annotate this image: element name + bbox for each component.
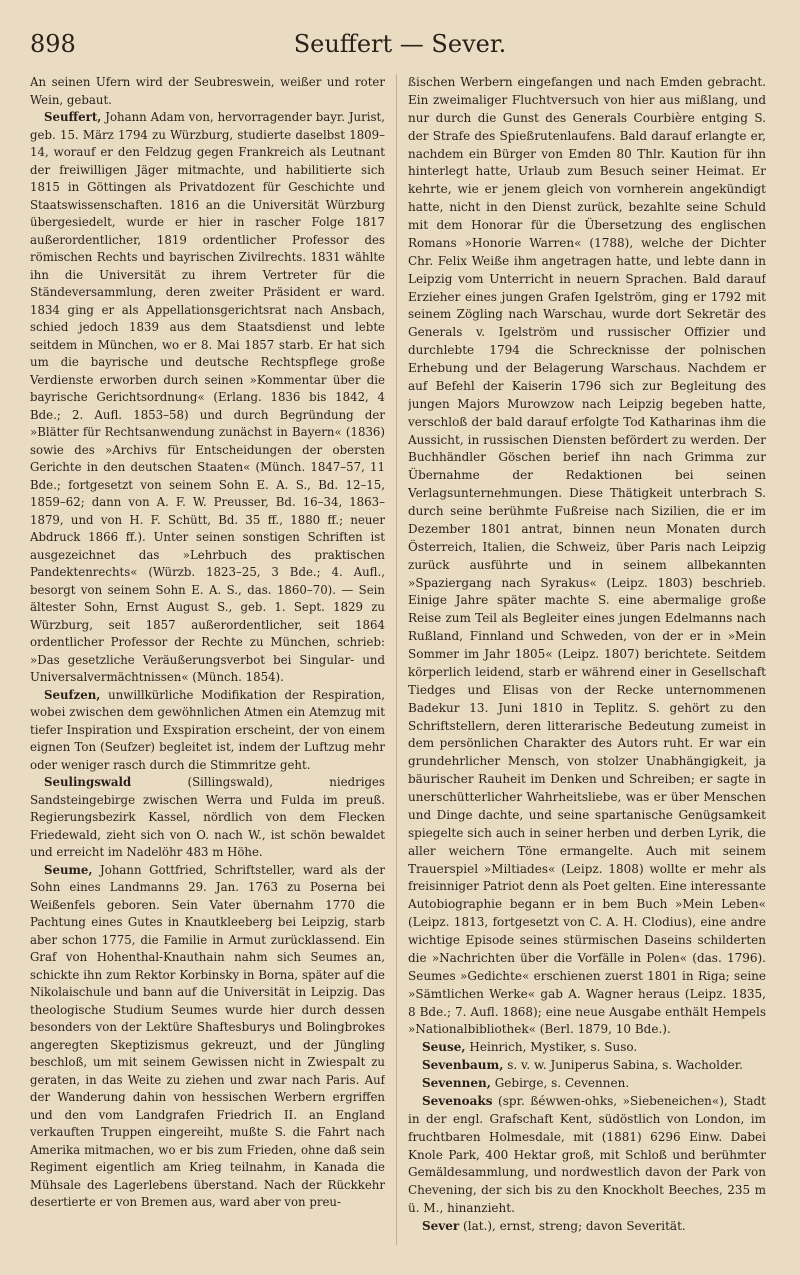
entry-text: (spr. ßéwwen-ohks, »Siebeneichen«), Stadt in der engl. Grafschaft Kent, südöstlich von London, im fruchtbaren Holmesdale, mit (1881) 6296 Einw. Dabei Knole Park, 400 Hektar groß, mit Schloß und berühmter Gemäldesammlung, und nordwestlich davon der Park von Chevening, der sich bis zu den Knockholt Beeches, 235 m ü. M., hinanzieht. [408,1093,766,1216]
entry-keyword: Seuse, [422,1040,466,1055]
entry-keyword: Seume, [44,862,93,877]
right-column [408,74,766,1255]
column-divider [396,74,397,1245]
entry-text: (lat.), ernst, streng; davon Severität. [459,1219,686,1233]
entry-sevenbaum [408,1057,766,1075]
entry-keyword: Sever [422,1219,460,1233]
entry-keyword: Seufzen, [44,687,101,702]
entry-text: (Sillingswald), niedriges Sandsteingebirge zwischen Werra und Fulda im preuß. Regierungsbezirk Kassel, nördlich von dem Flecken Friedewald, zieht sich von O. nach W., ist schön bewaldet und erreicht im Nadelöhr 483 m Höhe. [30,775,385,859]
entry-seume-continuation [408,74,766,1039]
entry-seume [30,862,385,1212]
entry-text: Heinrich, Mystiker, s. Suso. [465,1040,638,1055]
entry-seuffert [30,109,385,687]
entry-text: Johann Adam von, hervorragender bayr. Jurist, geb. 15. März 1794 zu Würzburg, studierte daselbst 1809–14, worauf er den Feldzug gegen Frankreich als Leutnant der freiwilligen Jäger mitmachte, und habilitierte sich 1815 in Göttingen als Privatdozent für Geschichte und Staatswissenschaften. 1816 an die Universität Würzburg übergesiedelt, wurde er hier in rascher Folge 1817 außerordentlicher, 1819 ordentlicher Professor des römischen Rechts und bayrischen Zivilrechts. 1831 wählte ihn die Universität zu ihrem Vertreter für die Ständeversammlung, deren zweiter Präsident er ward. 1834 ging er als Appellationsgerichtsrat nach Ansbach, schied jedoch 1839 aus dem Staatsdienst und lebte seitdem in München, wo er 8. Mai 1857 starb. Er hat sich um die bayrische und deutsche Rechtspflege große Verdienste erworben durch seinen »Kommentar über die bayrische Gerichtsordnung« (Erlang. 1836 bis 1842, 4 Bde.; 2. Aufl. 1853–58) und durch Begründung der »Blätter für Rechtsanwendung zunächst in Bayern« (1836) sowie des »Archivs für Entscheidungen der obersten Gerichte in den deutschen Staaten« (Münch. 1847–57, 11 Bde.; fortgesetzt von seinem Sohn E. A. S., Bd. 12–15, 1859–62; dann von A. F. W. Preusser, Bd. 16–34, 1863–1879, und von H. F. Schütt, Bd. 35 ff., 1880 ff.; neuer Abdruck 1866 ff.). Unter seinen sonstigen Schriften ist ausgezeichnet das »Lehrbuch des praktischen Pandektenrechts« (Würzb. 1823–25, 3 Bde.; 4. Aufl., besorgt von seinem Sohn E. A. S., das. 1860–70). — Sein ältester Sohn, Ernst August S., geb. 1. Sept. 1829 zu Würzburg, seit 1857 außerordentlicher, seit 1864 ordentlicher Professor der Rechte zu München, schrieb: »Das gesetzliche Veräußerungsverbot bei Singular- und Universalvermächtnissen« (Münch. 1854). [30,110,385,684]
entry-seufzen [30,687,385,775]
entry-keyword: Sevenbaum, [422,1058,504,1073]
entry-keyword: Sevenoaks [422,1093,493,1108]
entry-sevenoaks [408,1093,766,1218]
entry-seuse [408,1039,766,1057]
page-number: 898 [30,30,76,58]
entry-text: Gebirge, s. Cevennen. [490,1076,630,1090]
page-header [30,30,770,66]
entry-keyword: Seuffert, [44,110,102,124]
entry-text: ßischen Werbern eingefangen und nach Emden gebracht. Ein zweimaliger Fluchtversuch von hier aus mißlang, und nur durch die Gunst des Generals Courbière entging S. der Strafe des Spießrutenlaufens. Bald darauf erlangte er, nachdem ein Bürger von Emden 80 Thlr. Kaution für ihn hinterlegt hatte, Urlaub zum Besuch seiner Heimat. Er kehrte, wie er jenem gleich von vornherein angekündigt hatte, nicht in den Dienst zurück, bezahlte seine Schuld mit dem Honorar für die Übersetzung des englischen Romans »Honorie Warren« (1788), welche der Dichter Chr. Felix Weiße ihm angetragen hatte, und lebte dann in Leipzig vom Unterricht in neuern Sprachen. Bald darauf Erzieher eines jungen Grafen Igelström, ging er 1792 mit seinem Zögling nach Warschau, wurde dort Sekretär des Generals v. Igelström und russischer Offizier und durchlebte 1794 die Schrecknisse der polnischen Erhebung und der Belagerung Warschaus. Nachdem er auf Befehl der Kaiserin 1796 sich zur Begleitung des jungen Majors Murowzow nach Leipzig begeben hatte, verschloß der bald darauf erfolgte Tod Katharinas ihm die Aussicht, in russischen Diensten befördert zu werden. Der Buchhändler Göschen berief ihn nach Grimma zur Übernahme der Redaktionen bei seinen Verlagsunternehmungen. Diese Thätigkeit unterbrach S. durch seine berühmte Fußreise nach Sizilien, die er im Dezember 1801 antrat, binnen neun Monaten durch Österreich, Italien, die Schweiz, über Paris nach Leipzig zurück ausführte und in seinem allbekannten »Spaziergang nach Syrakus« (Leipz. 1803) beschrieb. Einige Jahre später machte S. eine abermalige große Reise zum Teil als Begleiter eines jungen Edelmanns nach Rußland, Finnland und Schweden, von der er in »Mein Sommer im Jahr 1805« (Leipz. 1807) berichtete. Seitdem körperlich leidend, starb er während einer in Gesellschaft Tiedges und Elisas von der Recke unternommenen Badekur 13. Juni 1810 in Teplitz. S. gehört zu den Schriftstellern, deren litterarische Bedeutung zumeist in dem persönlichen Charakter des Autors ruht. Er war ein grundehrlicher Mensch, von stolzer Unabhängigkeit, ja bäurischer Rauheit im Denken und Schreiben; er sagte in unerschütterlicher Wahrheitsliebe, was er über Menschen und Dinge dachte, und seine spartanische Genügsamkeit spiegelte sich auch in seiner herben und derben Lyrik, die aller weichern Töne ermangelte. Auch mit seinem Trauerspiel »Miltiades« (Leipz. 1808) wollte er mehr als freisinniger Patriot denn als Poet gelten. Eine interessante Autobiographie begann er in bem Buch »Mein Leben« (Leipz. 1813, fortgesetzt von C. A. H. Clodius), eine andre wichtige Episode seines stürmischen Daseins schilderten die »Nachrichten über die Vorfälle in Polen« (das. 1796). Seumes »Gedichte« erschienen zuerst 1801 in Riga; seine »Sämtlichen Werke« gab A. Wagner heraus (Leipz. 1835, 8 Bde.; 7. Aufl. 1868); eine neue Ausgabe enthält Hempels »Nationalbibliothek« (Berl. 1879, 10 Bde.). [408,75,766,1037]
left-column [30,74,385,1255]
entry-text: An seinen Ufern wird der Seubreswein, weißer und roter Wein, gebaut. [30,75,385,107]
running-title: Seuffert — Sever. [293,30,507,58]
entry-sever [408,1218,766,1236]
entry-text: Johann Gottfried, Schriftsteller, ward als der Sohn eines Landmanns 29. Jan. 1763 zu Poserna bei Weißenfels geboren. Sein Vater übernahm 1770 die Pachtung eines Gutes in Knautkleeberg bei Leipzig, starb aber schon 1775, die Familie in Armut zurücklassend. Ein Graf von Hohenthal-Knauthain nahm sich Seumes an, schickte ihn zum Rektor Korbinsky in Borna, später auf die Nikolaischule und bann auf die Universität in Leipzig. Das theologische Studium Seumes wurde hier durch dessen besonders von der Lektüre Shaftesburys und Bolingbrokes angeregten Skeptizismus gekreuzt, und der Jüngling beschloß, um mit seinem Gewissen nicht in Zwiespalt zu geraten, in das Weite zu ziehen und zwar nach Paris. Auf der Wanderung dahin von hessischen Werbern ergriffen und den vom Landgrafen Friedrich II. an England verkauften Truppen eingereiht, mußte S. die Fahrt nach Amerika mitmachen, wo er bis zum Frieden, ohne daß sein Regiment eigentlich am Krieg teilnahm, in Kanada die Mühsale des Lagerlebens überstand. Nach der Rückkehr desertierte er von Bremen aus, ward aber von preu- [30,862,385,1209]
entry-keyword: Sevennen, [422,1076,491,1090]
entry-seubreswein-continuation [30,74,385,109]
entry-keyword: Seulingswald [44,775,132,789]
entry-text: s. v. w. Juniperus Sabina, s. Wacholder. [503,1058,743,1073]
entry-text: unwillkürliche Modifikation der Respiration, wobei zwischen dem gewöhnlichen Atmen ein Atemzug mit tiefer Inspiration und Exspiration erscheint, der von einem eignen Ton (Seufzer) begleitet ist, indem der Luftzug mehr oder weniger rasch durch die Stimmritze geht. [30,687,385,772]
entry-sevennen [408,1075,766,1093]
entry-seulingswald [30,774,385,862]
